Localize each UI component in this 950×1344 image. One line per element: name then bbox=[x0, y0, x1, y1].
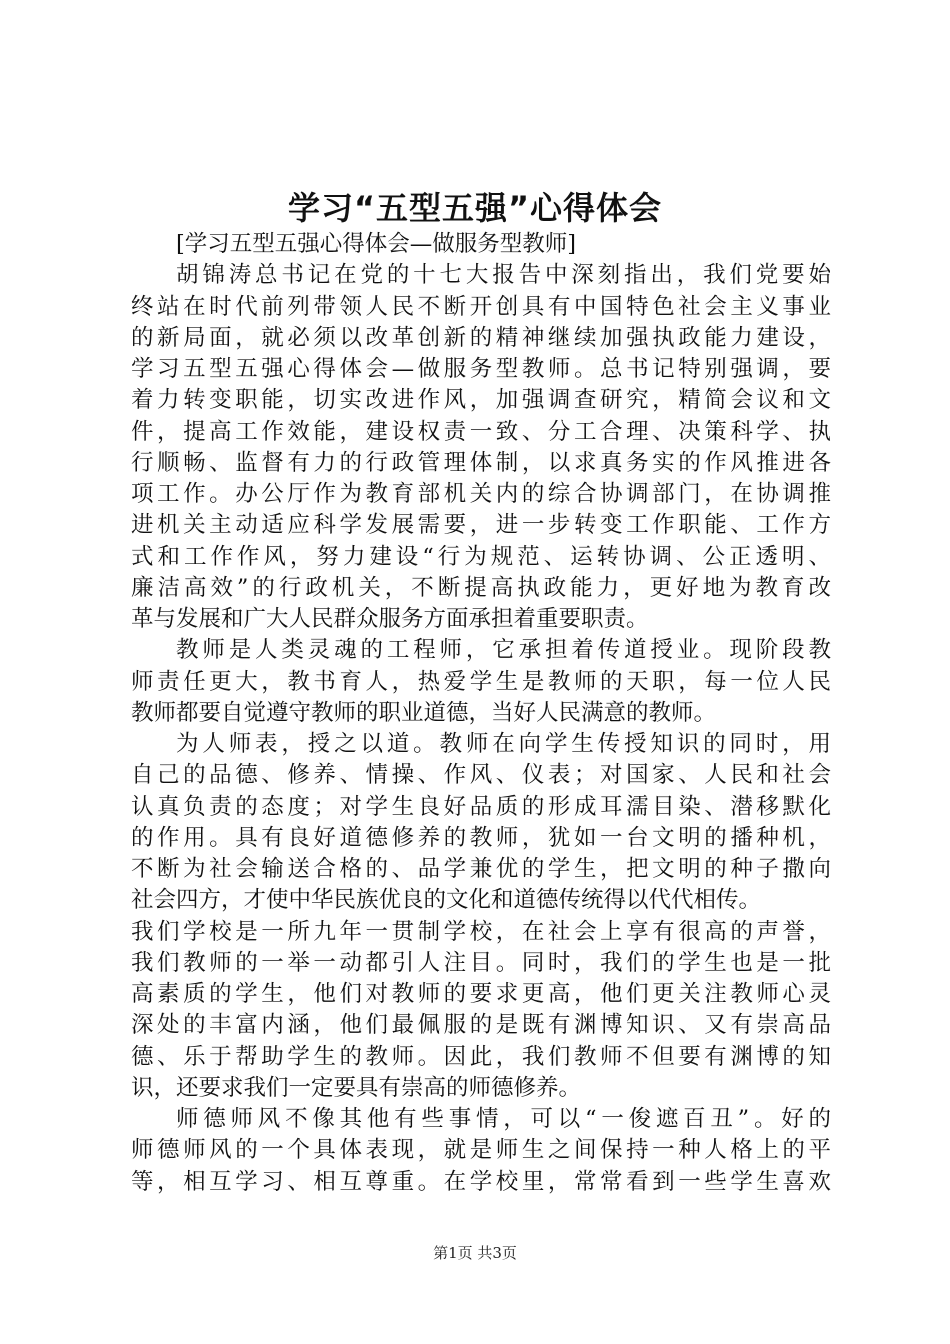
text-line: 自己的品德、修养、情操、作风、仪表；对国家、人民和社会 bbox=[131, 762, 831, 789]
text-line: 为人师表，授之以道。教师在向学生传授知识的同时，用 bbox=[176, 731, 831, 757]
page-footer: 第1页 共3页 bbox=[433, 1244, 517, 1262]
text-line: 件，提高工作效能，建设权责一致、分工合理、决策科学、执 bbox=[131, 418, 831, 445]
text-line: 终站在时代前列带领人民不断开创具有中国特色社会主义事业 bbox=[131, 293, 831, 320]
text-line: 德、乐于帮助学生的教师。因此，我们教师不但要有渊博的知 bbox=[131, 1043, 831, 1070]
text-line: [学习五型五强心得体会—做服务型教师] bbox=[176, 231, 577, 257]
text-line: 着力转变职能，切实改进作风，加强调查研究，精简会议和文 bbox=[131, 387, 831, 414]
document-title: 学习“五型五强”心得体会 bbox=[287, 189, 663, 227]
text-line: 等，相互学习、相互尊重。在学校里，常常看到一些学生喜欢 bbox=[131, 1168, 831, 1195]
text-line: 教师是人类灵魂的工程师，它承担着传道授业。现阶段教 bbox=[176, 637, 831, 664]
text-line: 我们学校是一所九年一贯制学校，在社会上享有很高的声誉， bbox=[131, 918, 831, 945]
text-line: 深处的丰富内涵，他们最佩服的是既有渊博知识、又有崇高品 bbox=[131, 1012, 831, 1039]
text-line: 的作用。具有良好道德修养的教师，犹如一台文明的播种机， bbox=[131, 824, 831, 851]
text-line: 的新局面，就必须以改革创新的精神继续加强执政能力建设， bbox=[131, 324, 831, 351]
text-line: 我们教师的一举一动都引人注目。同时，我们的学生也是一批 bbox=[131, 949, 831, 976]
text-line: 师德师风不像其他有些事情，可以“一俊遮百丑”。好的 bbox=[176, 1106, 831, 1132]
text-line: 认真负责的态度；对学生良好品质的形成耳濡目染、潜移默化 bbox=[131, 793, 831, 820]
text-line: 革与发展和广大人民群众服务方面承担着重要职责。 bbox=[131, 606, 649, 632]
text-line: 教师都要自觉遵守教师的职业道德，当好人民满意的教师。 bbox=[131, 699, 717, 726]
text-line: 师德师风的一个具体表现，就是师生之间保持一种人格上的平 bbox=[131, 1137, 831, 1164]
text-line: 进机关主动适应科学发展需要，进一步转变工作职能、工作方 bbox=[131, 512, 831, 539]
text-line: 不断为社会输送合格的、品学兼优的学生，把文明的种子撒向 bbox=[131, 856, 831, 882]
text-line: 学习五型五强心得体会—做服务型教师。总书记特别强调，要 bbox=[131, 356, 831, 382]
text-line: 项工作。办公厅作为教育部机关内的综合协调部门，在协调推 bbox=[131, 481, 831, 507]
text-line: 行顺畅、监督有力的行政管理体制，以求真务实的作风推进各 bbox=[131, 449, 831, 476]
text-line: 式和工作作风，努力建设“行为规范、运转协调、公正透明、 bbox=[131, 543, 831, 570]
text-line: 师责任更大，教书育人，热爱学生是教师的天职，每一位人民 bbox=[131, 668, 831, 695]
text-line: 高素质的学生，他们对教师的要求更高，他们更关注教师心灵 bbox=[131, 981, 831, 1007]
document-body bbox=[131, 229, 831, 1198]
text-line: 识，还要求我们一定要具有崇高的师德修养。 bbox=[131, 1074, 582, 1101]
text-line: 胡锦涛总书记在党的十七大报告中深刻指出，我们党要始 bbox=[176, 262, 831, 289]
text-line: 廉洁高效”的行政机关，不断提高执政能力，更好地为教育改 bbox=[131, 574, 831, 601]
text-line: 社会四方，才使中华民族优良的文化和道德传统得以代代相传。 bbox=[131, 887, 762, 914]
